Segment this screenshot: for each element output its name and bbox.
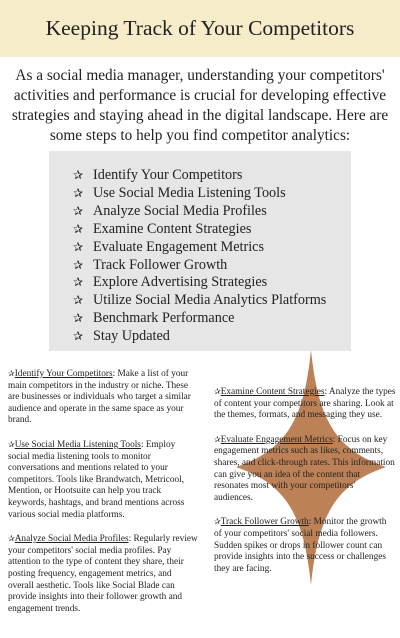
step-label: Evaluate Engagement Metrics [93,238,264,255]
star-icon: ✰ [73,239,84,254]
step-item [73,185,351,203]
star-icon: ✰ [73,221,84,236]
section-heading: Examine Content Strategies [220,387,325,397]
right-column [214,386,396,587]
section-body: : Regularly review your competitors' social media profiles. Pay attention to the type of content they share, their posting frequency, engagement metrics, and overall aesthetic. Tools like Social Blade can provide insights into their follower growth and engagement trends. [8,534,198,614]
star-icon: ✰ [73,185,84,200]
star-icon: ✰ [8,439,15,449]
section-heading: Use Social Media Listening Tools [14,439,141,450]
star-icon: ✰ [73,329,84,344]
star-icon: ✰ [73,257,84,272]
star-icon: ✰ [214,387,221,396]
star-icon: ✰ [73,203,84,218]
section-heading: Analyze Social Media Profiles [14,534,129,545]
star-icon: ✰ [73,275,84,290]
section-paragraph [8,533,198,615]
step-item [73,203,351,221]
step-label: Benchmark Performance [93,310,235,327]
left-column [8,368,198,627]
step-item [73,239,351,257]
step-item [73,310,351,328]
step-label: Use Social Media Listening Tools [93,184,286,201]
star-icon: ✰ [214,517,221,527]
star-icon: ✰ [73,293,84,308]
steps-box [49,151,351,351]
section-body: : Analyze the types of content your competitors are sharing. Look at the themes, formats, and messaging they use. [214,387,396,421]
step-item [73,274,351,292]
step-item [73,257,351,275]
step-label: Examine Content Strategies [93,220,252,237]
step-label: Identify Your Competitors [93,167,243,183]
star-icon: ✰ [8,369,15,378]
section-paragraph [214,434,396,505]
step-label: Track Follower Growth [93,256,228,273]
section-heading: Evaluate Engagement Metrics [220,434,333,445]
step-label: Stay Updated [93,328,170,345]
step-label: Analyze Social Media Profiles [93,202,267,219]
step-label: Utilize Social Media Analytics Platforms [93,292,327,309]
steps-list [49,151,351,346]
section-body: : Monitor the growth of your competitors' social media followers. Sudden spikes or drops in follower count can provide insights into the success or challenges they are facing. [214,517,387,574]
star-icon: ✰ [8,534,15,544]
step-item [73,221,351,239]
section-paragraph [214,386,396,422]
star-icon: ✰ [73,168,84,182]
section-heading: Identify Your Competitors [14,369,113,379]
section-body: : Employ social media listening tools to monitor conversations and mentions related to your competitors. Tools like Brandwatch, Metricool, Mention, or Hootsuite can help you track keywords, hashtags, and brand mentions across various social media platforms. [8,439,185,520]
section-heading: Track Follower Growth [220,517,309,528]
step-item [73,328,351,346]
step-item [73,292,351,310]
section-body: : Focus on key engagement metrics such as likes, comments, shares, and click-through rates. This information can give you an idea of the content that resonates most with your competitors' audiences. [214,434,395,503]
section-paragraph [8,368,198,427]
star-icon: ✰ [214,434,221,444]
page-title: Keeping Track of Your Competitors [45,16,355,40]
section-paragraph [214,516,396,575]
section-paragraph [8,439,198,521]
section-body: : Make a list of your main competitors in the industry or niche. These are businesses or individuals who target a similar audience and operate in the same space as your brand. [8,369,191,426]
step-label: Explore Advertising Strategies [93,274,268,291]
intro-paragraph: As a social media manager, understanding your competitors' activities and performance is crucial for developing effective strategies and staying ahead in the digital landscape. Here are some steps to help you find competitor analytics: [11,67,389,144]
step-item [73,167,351,185]
title-banner [0,0,400,57]
star-icon: ✰ [73,311,84,326]
